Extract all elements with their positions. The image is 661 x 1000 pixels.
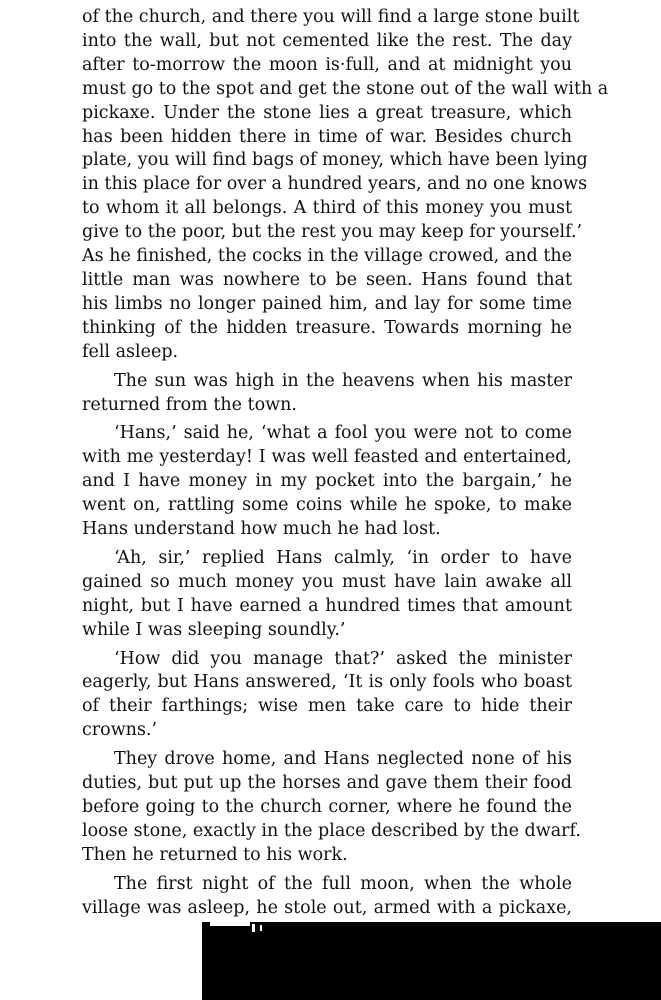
text-line: plate, you will find bags of money, which have been lying: [82, 150, 588, 171]
text-line: As he finished, the cocks in the village crowed, and the: [82, 246, 572, 267]
body-text: [82, 6, 609, 921]
paragraph-dwarf-speech: [82, 6, 609, 365]
text-line: has been hidden there in time of war. Besides church: [82, 126, 572, 147]
text-line: into the wall, but not cemented like the rest. The day: [82, 30, 572, 51]
scan-speck: [210, 922, 250, 926]
text-line: and I have money in my pocket into the bargain,’ he: [82, 471, 572, 492]
text-line: pickaxe. Under the stone lies a great treasure, which: [82, 102, 572, 123]
paragraph-drove-home: [82, 748, 581, 868]
paragraph-minister-asks: [82, 648, 572, 744]
paragraph-hans-reply: [82, 547, 572, 643]
text-line: thinking of the hidden treasure. Towards morning he: [82, 317, 572, 338]
text-line: Hans understand how much he had lost.: [82, 519, 441, 540]
scan-speck: [260, 925, 262, 931]
paragraph-master-returns: [82, 370, 572, 418]
text-line: duties, but put up the horses and gave them their food: [82, 773, 572, 794]
text-line: ‘How did you manage that?’ asked the minister: [114, 648, 572, 669]
text-line: before going to the church corner, where he found the: [82, 797, 572, 817]
text-line: in this place for over a hundred years, and no one knows: [82, 174, 588, 195]
text-line: must go to the spot and get the stone out of the wall with a: [82, 78, 609, 99]
text-line: The first night of the full moon, when the whole: [114, 873, 572, 894]
scan-speck: [252, 924, 255, 932]
text-line: went on, rattling some coins while he spoke, to make: [82, 495, 572, 516]
paragraph-full-moon: [82, 873, 572, 921]
text-line: eagerly, but Hans answered, ‘It is only fools who boast: [82, 672, 572, 693]
text-line: Then he returned to his work.: [82, 844, 348, 865]
text-line: village was asleep, he stole out, armed with a pickaxe,: [82, 897, 572, 918]
text-line: of the church, and there you will find a large stone built: [82, 7, 580, 27]
text-line: crowns.’: [82, 720, 158, 741]
text-line: fell asleep.: [82, 341, 179, 362]
text-line: his limbs no longer pained him, and lay for some time: [82, 293, 572, 314]
text-line: while I was sleeping soundly.’: [82, 619, 346, 640]
text-line: with me yesterday! I was well feasted and entertained,: [82, 447, 572, 468]
paragraph-master-speech: [82, 422, 572, 542]
text-line: to whom it all belongs. A third of this money you must: [82, 198, 572, 219]
scan-black-edge: [202, 922, 661, 1000]
text-line: returned from the town.: [82, 394, 297, 415]
text-line: The sun was high in the heavens when his master: [114, 370, 572, 391]
text-line: gained so much money you must have lain awake all: [82, 571, 572, 592]
text-line: ‘Hans,’ said he, ‘what a fool you were not to come: [114, 423, 572, 444]
text-line: of their farthings; wise men take care to hide their: [82, 696, 572, 717]
text-line: ‘Ah, sir,’ replied Hans calmly, ‘in order to have: [114, 547, 572, 568]
text-line: give to the poor, but the rest you may keep for yourself.’: [82, 222, 583, 243]
text-line: They drove home, and Hans neglected none of his: [114, 749, 572, 770]
text-line: loose stone, exactly in the place described by the dwarf.: [82, 820, 581, 841]
text-line: night, but I have earned a hundred times that amount: [82, 595, 572, 616]
text-line: after to-morrow the moon is·full, and at midnight you: [82, 54, 572, 75]
text-line: little man was nowhere to be seen. Hans found that: [82, 269, 572, 290]
